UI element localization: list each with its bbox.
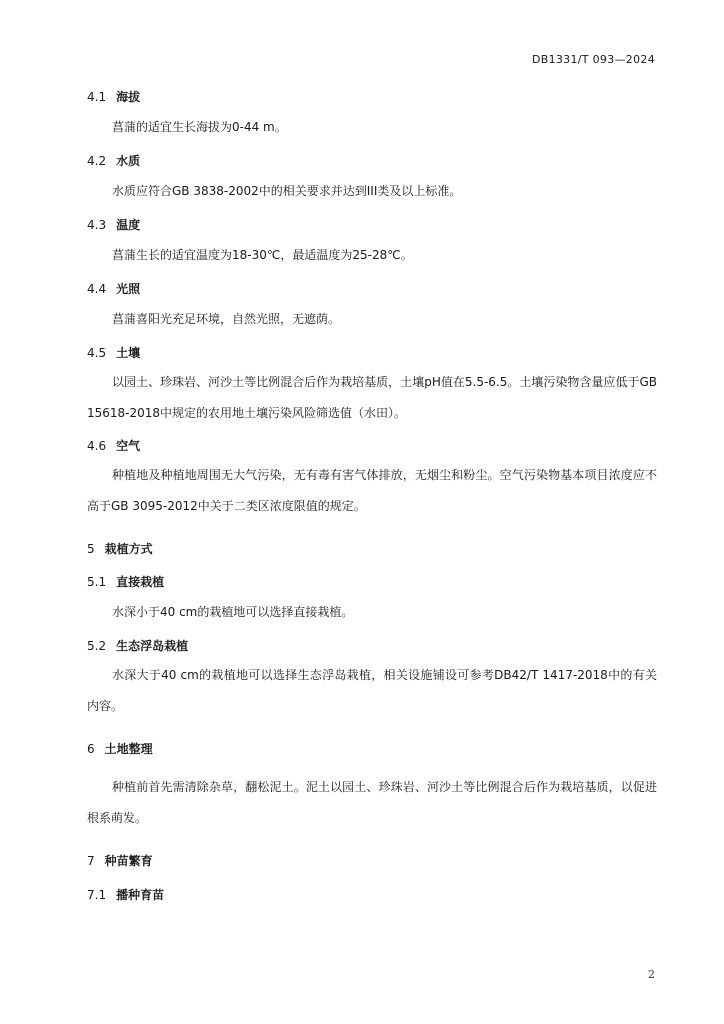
section-number: 7 [87, 854, 95, 868]
section-number: 6 [87, 742, 95, 756]
paragraph-air: 种植地及种植地周围无大气污染，无有毒有害气体排放，无烟尘和粉尘。空气污染物基本项目浓度应不高于GB 3095-2012中关于二类区浓度限值的规定。 [87, 468, 657, 513]
section-heading-5 [87, 540, 153, 557]
section-heading-4-3 [87, 216, 140, 233]
section-number: 4.6 [87, 439, 107, 453]
section-title: 温度 [116, 218, 141, 232]
section-title: 土壤 [116, 346, 141, 360]
section-heading-4-5 [87, 344, 140, 361]
page-number: 2 [648, 968, 655, 981]
section-number: 7.1 [87, 888, 107, 902]
section-number: 4.1 [87, 90, 107, 104]
section-number: 4.4 [87, 282, 107, 296]
section-title: 种苗繁育 [104, 854, 153, 868]
section-heading-5-2 [87, 637, 188, 654]
section-title: 生态浮岛栽植 [116, 639, 189, 653]
section-number: 5 [87, 542, 95, 556]
section-heading-4-4 [87, 280, 140, 297]
paragraph-water-quality: 水质应符合GB 3838-2002中的相关要求并达到III类及以上标准。 [112, 184, 462, 198]
document-id-header: DB1331/T 093—2024 [531, 53, 655, 66]
section-title: 空气 [116, 439, 141, 453]
section-number: 4.3 [87, 218, 107, 232]
paragraph-floating-island: 水深大于40 cm的栽植地可以选择生态浮岛栽植，相关设施铺设可参考DB42/T 1417-2018中的有关内容。 [87, 668, 657, 713]
section-title: 土地整理 [104, 742, 153, 756]
paragraph-land-preparation: 种植前首先需清除杂草，翻松泥土。泥土以园土、珍珠岩、河沙土等比例混合后作为栽培基质，以促进根系萌发。 [87, 780, 657, 825]
section-heading-5-1 [87, 573, 164, 590]
paragraph-soil: 以园土、珍珠岩、河沙土等比例混合后作为栽培基质，土壤pH值在5.5-6.5。土壤污染物含量应低于GB 15618-2018中规定的农用地土壤污染风险筛选值（水田）。 [87, 375, 657, 420]
section-title: 播种育苗 [116, 888, 165, 902]
section-title: 海拔 [116, 90, 141, 104]
paragraph-altitude: 菖蒲的适宜生长海拔为0-44 m。 [112, 120, 287, 134]
section-heading-7-1 [87, 886, 164, 903]
section-heading-4-1 [87, 88, 140, 105]
section-number: 4.5 [87, 346, 107, 360]
section-title: 光照 [116, 282, 141, 296]
paragraph-direct-planting: 水深小于40 cm的栽植地可以选择直接栽植。 [112, 605, 354, 619]
paragraph-temperature: 菖蒲生长的适宜温度为18-30℃，最适温度为25-28℃。 [112, 248, 413, 262]
section-heading-7 [87, 852, 153, 869]
section-title: 直接栽植 [116, 575, 165, 589]
section-heading-6 [87, 740, 153, 757]
section-number: 5.2 [87, 639, 107, 653]
section-number: 5.1 [87, 575, 107, 589]
section-heading-4-6 [87, 437, 140, 454]
paragraph-light: 菖蒲喜阳光充足环境，自然光照，无遮荫。 [112, 312, 341, 326]
section-heading-4-2 [87, 152, 140, 169]
section-number: 4.2 [87, 154, 107, 168]
section-title: 水质 [116, 154, 141, 168]
section-title: 栽植方式 [104, 542, 153, 556]
